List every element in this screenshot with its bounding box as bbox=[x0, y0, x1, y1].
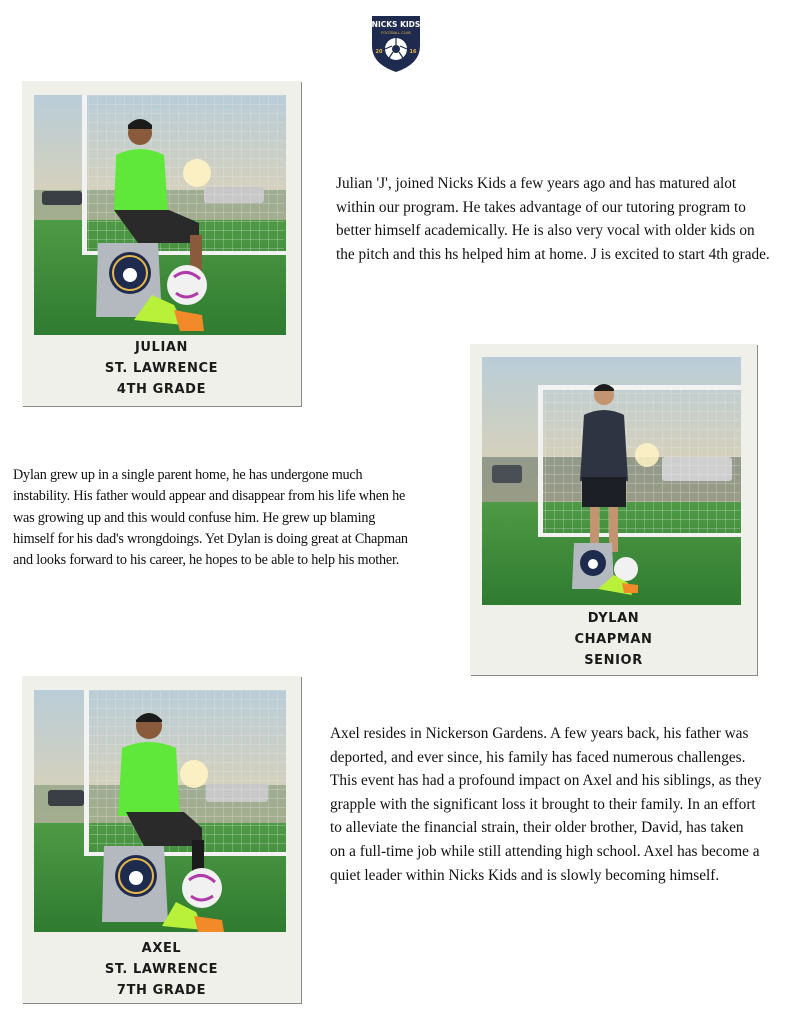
caption-school: CHAPMAN bbox=[574, 632, 653, 647]
caption-julian bbox=[22, 337, 301, 400]
club-logo bbox=[368, 12, 424, 74]
bio-julian: Julian 'J', joined Nicks Kids a few years ago and has matured alot within our program. He takes advantage of our tutoring program to better himself academically. He is also very vocal with older kids on the pitch and this hs helped him at home. J is excited to start 4th grade. bbox=[336, 175, 770, 263]
photo-dylan bbox=[482, 357, 741, 605]
logo-subtitle: FOOTBALL CLUB bbox=[381, 31, 411, 35]
bio-dylan: Dylan grew up in a single parent home, he has undergone much instability. His father would appear and disappear from his life when he was growing up and this would confuse him. He grew up blaming himself for his dad's wrongdoings. Yet Dylan is doing great at Chapman and looks forward to his career, he hopes to be able to help his mother. bbox=[13, 467, 408, 569]
logo-year-right: 16 bbox=[409, 49, 417, 55]
logo-year-left: 20 bbox=[375, 49, 383, 55]
caption-name: AXEL bbox=[141, 941, 182, 956]
caption-school: ST. LAWRENCE bbox=[104, 962, 219, 977]
caption-grade: 7TH GRADE bbox=[116, 983, 207, 998]
caption-name: JULIAN bbox=[134, 340, 189, 355]
caption-axel bbox=[22, 938, 301, 1001]
caption-school: ST. LAWRENCE bbox=[104, 361, 219, 376]
profile-card-dylan bbox=[470, 344, 757, 675]
caption-dylan bbox=[470, 608, 757, 671]
profile-card-julian bbox=[22, 81, 301, 406]
photo-julian bbox=[34, 95, 286, 335]
caption-grade: SENIOR bbox=[584, 653, 643, 668]
photo-axel bbox=[34, 690, 286, 932]
logo-title: NICKS KIDS bbox=[371, 20, 421, 29]
profile-card-axel bbox=[22, 676, 301, 1003]
caption-name: DYLAN bbox=[587, 611, 640, 626]
bio-axel: Axel resides in Nickerson Gardens. A few years back, his father was deported, and ever since, his family has faced numerous challenges. This event has had a profound impact on Axel and his siblings, as they grapple with the significant loss it brought to their family. In an effort to alleviate the financial strain, their older brother, David, has taken on a full-time job while still attending high school. Axel has become a quiet leader within Nicks Kids and is slowly becoming himself. bbox=[330, 725, 762, 884]
caption-grade: 4TH GRADE bbox=[116, 382, 207, 397]
